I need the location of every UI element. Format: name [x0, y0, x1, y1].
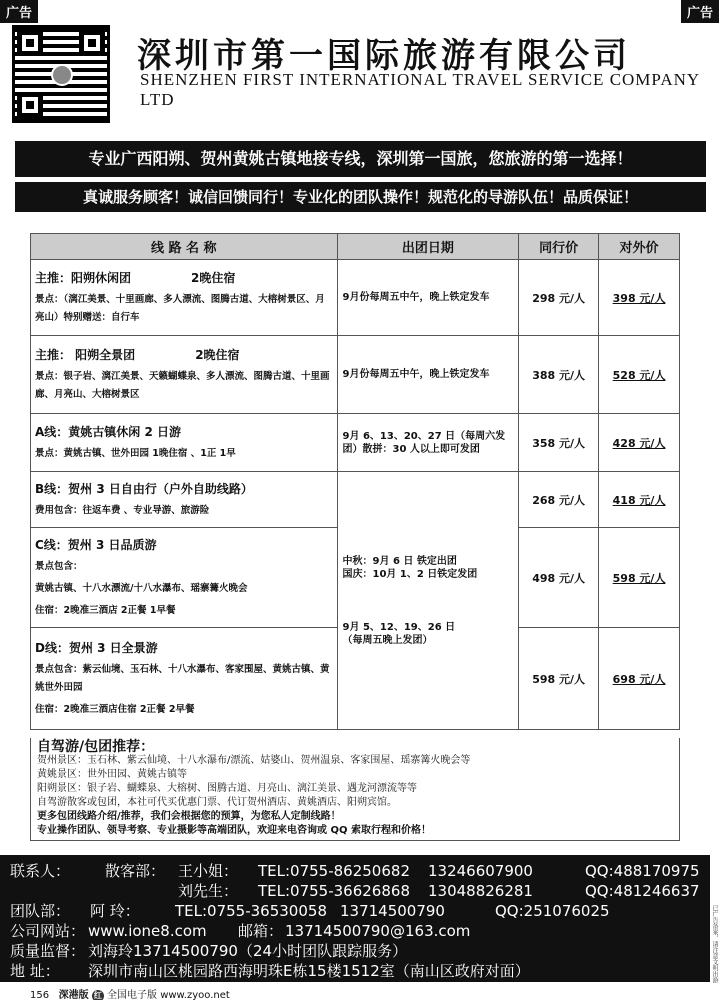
contact-name-1: 王小姐： [178, 862, 239, 880]
supervise-value: 刘海玲13714500790（24小时团队跟踪服务） [88, 942, 408, 960]
table-row [31, 414, 680, 472]
route-cell [31, 628, 338, 730]
route-title: 主推： 阳朔全景团 [35, 348, 136, 362]
header-date: 出团日期 [337, 234, 519, 260]
route-title: D线：贺州 3 日全景游 [35, 641, 158, 655]
contact-qq-2[interactable]: QQ:481246637 [585, 882, 700, 900]
address-label: 地 址： [10, 962, 60, 980]
route-title: 主推：阳朔休闲团 [35, 271, 132, 285]
route-title: A线：黄姚古镇休闲 2 日游 [35, 425, 181, 439]
self-drive-title: 自驾游/包团推荐： [37, 739, 155, 755]
retail-price: 428 元/人 [599, 414, 680, 472]
edition-label: 深港版 [58, 990, 89, 1000]
self-drive-note: 专业操作团队、领导考察、专业摄影等高端团队，欢迎来电咨询或 QQ 索取行程和价格！ [37, 825, 431, 836]
route-stay: 2晚住宿 [195, 348, 240, 362]
self-drive-line: 自驾游散客或包团，本社可代买优惠门票、代订贺州酒店、黄姚酒店、阳朔宾馆。 [37, 797, 397, 808]
company-name-cn: 深圳市第一国际旅游有限公司 [137, 36, 631, 76]
route-date-shared [337, 472, 519, 730]
retail-price: 418 元/人 [599, 472, 680, 528]
retail-price: 698 元/人 [599, 628, 680, 730]
supervise-label: 质量监督： [10, 942, 86, 960]
trade-price: 268 元/人 [519, 472, 599, 528]
page-number: 156 [30, 990, 50, 1000]
contact-footer [0, 855, 710, 982]
header-trade-price: 同行价 [519, 234, 599, 260]
email-link[interactable]: 13714500790@163.com [285, 922, 471, 940]
retail-price: 598 元/人 [599, 528, 680, 628]
route-detail: 景点包含：紫云仙境、玉石林、十八水瀑布、客家围屋、黄姚古镇、黄姚世外田园 [35, 664, 330, 693]
route-cell [31, 528, 338, 628]
table-row [31, 472, 680, 528]
route-stay: 2晚住宿 [191, 271, 236, 285]
shared-date-3: 9月 5、12、19、26 日 [342, 621, 456, 633]
self-drive-line: 贺州景区：玉石林、紫云仙境、十八水瀑布/漂流、姑婆山、贺州温泉、客家围屋、瑶寨篝火晚会等 [37, 755, 471, 766]
trade-price: 388 元/人 [519, 336, 599, 414]
ad-tag-left: 广告 [0, 0, 38, 23]
contact-tel-1[interactable]: TEL:0755-86250682 [258, 862, 410, 880]
e-edition-link[interactable]: 全国电子版 www.zyoo.net [107, 990, 230, 1000]
banner-slogan-1: 专业广西阳朔、贺州黄姚古镇地接专线，深圳第一国旅，您旅游的第一选择！ [15, 141, 706, 177]
website-link[interactable]: www.ione8.com [88, 922, 207, 940]
table-row [31, 260, 680, 336]
route-detail-2: 黄姚古镇、十八水漂流/十八水瀑布、瑶寨篝火晚会 [35, 583, 248, 594]
side-note: 已广告备案，请注意文明出游 [711, 905, 718, 983]
page-footer [30, 986, 230, 1000]
route-detail: 景点：（漓江美景、十里画廊、多人漂流、图腾古道、大榕树景区、月亮山）特别赠送：自行车 [35, 294, 325, 323]
retail-price: 528 元/人 [599, 336, 680, 414]
route-title: C线：贺州 3 日品质游 [35, 538, 157, 552]
route-detail: 费用包含：往返车费 、专业导游、旅游险 [35, 505, 210, 516]
route-detail: 景点：银子岩、漓江美景、天籁蝴蝶泉、多人漂流、图腾古道、十里画廊、月亮山、大榕树景区 [35, 371, 330, 400]
route-cell [31, 472, 338, 528]
retail-price: 398 元/人 [599, 260, 680, 336]
email-label: 邮箱： [238, 922, 284, 940]
route-detail: 景点：黄姚古镇、世外田园 1晚住宿 、1正 1早 [35, 448, 236, 459]
contact-label: 联系人： [10, 862, 71, 880]
table-row [31, 336, 680, 414]
team-dept-label: 团队部： [10, 902, 71, 920]
address-value: 深圳市南山区桃园路西海明珠E栋15楼1512室（南山区政府对面） [88, 962, 530, 980]
contact-mobile-2[interactable]: 13048826281 [428, 882, 533, 900]
self-drive-note: 更多包团线路介绍/推荐，我们会根据您的预算，为您私人定制线路！ [37, 811, 341, 822]
routes-table [30, 233, 680, 730]
route-detail: 景点包含： [35, 561, 83, 572]
banner-slogan-2: 真诚服务顾客！诚信回馈同行！专业化的团队操作！规范化的导游队伍！品质保证！ [15, 182, 706, 212]
contact-name-2: 刘先生： [178, 882, 239, 900]
retail-dept-label: 散客部： [105, 862, 166, 880]
contact-tel-2[interactable]: TEL:0755-36626868 [258, 882, 410, 900]
trade-price: 598 元/人 [519, 628, 599, 730]
contact-qq-1[interactable]: QQ:488170975 [585, 862, 700, 880]
self-drive-line: 黄姚景区：世外田园、黄姚古镇等 [37, 769, 187, 780]
trade-price: 498 元/人 [519, 528, 599, 628]
self-drive-section [30, 738, 680, 841]
header-route: 线 路 名 称 [31, 234, 338, 260]
edition-badge-icon: 红 [93, 991, 102, 1000]
team-mobile[interactable]: 13714500790 [340, 902, 445, 920]
trade-price: 358 元/人 [519, 414, 599, 472]
ad-tag-right: 广告 [681, 0, 719, 23]
website-label: 公司网站： [10, 922, 86, 940]
team-contact-name: 阿 玲： [90, 902, 140, 920]
route-cell [31, 260, 338, 336]
contact-mobile-1[interactable]: 13246607900 [428, 862, 533, 880]
route-date: 9月 6、13、20、27 日（每周六发团）散拼：30 人以上即可发团 [337, 414, 519, 472]
route-detail-3: 住宿：2晚准三酒店 2正餐 1早餐 [35, 605, 176, 616]
qr-code-icon[interactable] [12, 25, 110, 123]
company-name-en: SHENZHEN FIRST INTERNATIONAL TRAVEL SERVICE COMPANY LTD [140, 70, 700, 109]
header [12, 20, 712, 130]
trade-price: 298 元/人 [519, 260, 599, 336]
shared-date-1: 中秋：9月 6 日 铁定出团 [342, 555, 457, 567]
route-cell [31, 336, 338, 414]
shared-date-2: 国庆：10月 1、2 日铁定发团 [342, 568, 478, 580]
self-drive-line: 阳朔景区：银子岩、蝴蝶泉、大榕树、图腾古道、月亮山、漓江美景、遇龙河漂流等等 [37, 783, 417, 794]
table-header-row [31, 234, 680, 260]
team-qq[interactable]: QQ:251076025 [495, 902, 610, 920]
header-retail-price: 对外价 [599, 234, 680, 260]
route-detail-3: 住宿：2晚准三酒店住宿 2正餐 2早餐 [35, 704, 195, 715]
team-tel[interactable]: TEL:0755-36530058 [175, 902, 327, 920]
route-cell [31, 414, 338, 472]
route-date: 9月份每周五中午，晚上铁定发车 [337, 336, 519, 414]
shared-date-4: （每周五晚上发团） [342, 634, 433, 646]
route-date: 9月份每周五中午，晚上铁定发车 [337, 260, 519, 336]
route-title: B线：贺州 3 日自由行（户外自助线路） [35, 482, 253, 496]
